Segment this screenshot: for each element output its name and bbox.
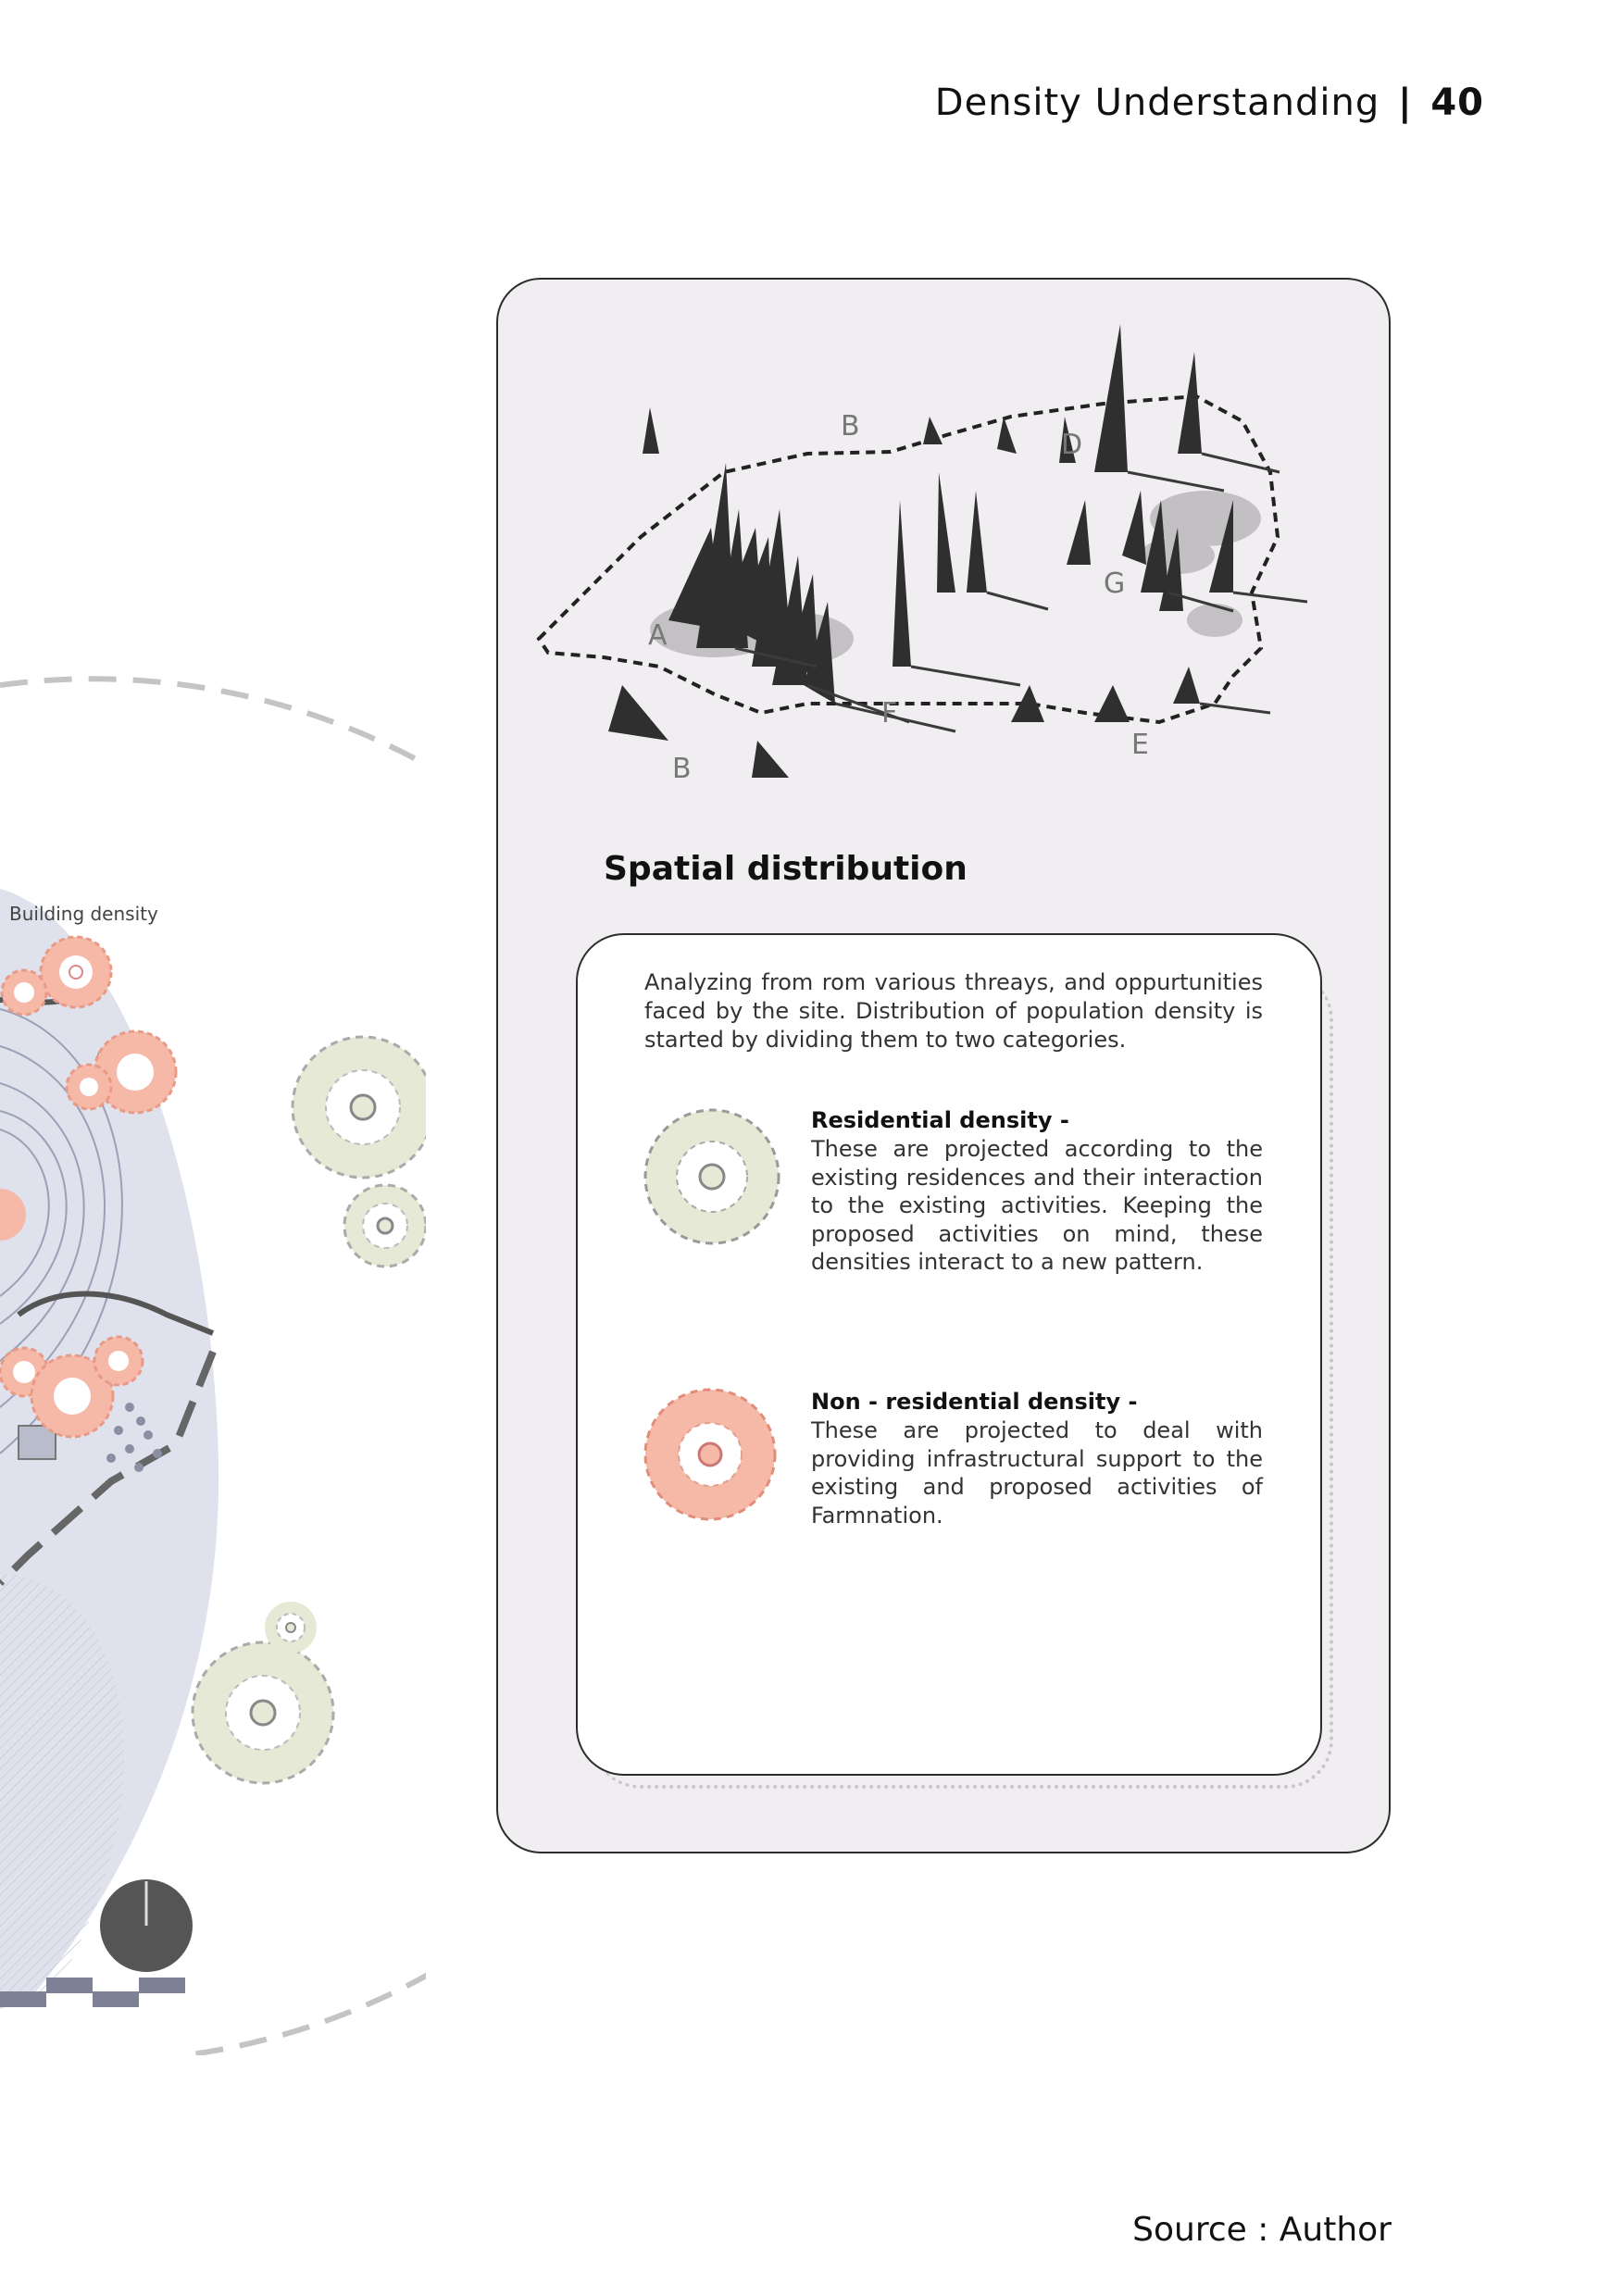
residential-density-title: Residential density - [811,1107,1069,1133]
north-arrow-icon [100,1879,193,1972]
residential-markers [193,1037,426,1783]
section-title: Spatial distribution [604,850,968,888]
diagram-label-f: F [881,697,898,730]
non-residential-density-icon [643,1387,778,1522]
non-residential-density-description: These are projected to deal with providing infrastructural support to the existing and proposed activities of Farmnation. [811,1417,1263,1529]
diagram-label-d: D [1061,429,1083,461]
diagram-label-b-bottom: B [672,753,692,785]
intro-text: Analyzing from rom various threays, and oppurtunities faced by the site. Distribution of population density is started by dividing them to two categories. [644,969,1263,1053]
page-header [935,81,1484,124]
spatial-distribution-diagram [530,315,1363,815]
diagram-label-a: A [648,619,668,652]
non-residential-density-title: Non - residential density - [811,1389,1138,1415]
building-density-map [0,648,426,2055]
header-title: Density Understanding [934,81,1380,124]
density-spikes [608,324,1233,778]
diagram-label-g: G [1104,568,1126,600]
residential-density-icon [643,1107,781,1246]
legend-box [576,933,1322,1776]
diagram-label-e: E [1131,729,1149,761]
page-number: 40 [1430,81,1484,124]
header-separator: | [1398,81,1413,124]
diagram-label-b-top: B [841,410,860,443]
map-label: Building density [9,903,158,925]
source-credit: Source : Author [1132,2211,1392,2249]
residential-density-description: These are projected according to the existing residences and their interaction to the existing activities. Keeping the proposed activities on mind, these densities interact to a new pattern. [811,1136,1263,1275]
